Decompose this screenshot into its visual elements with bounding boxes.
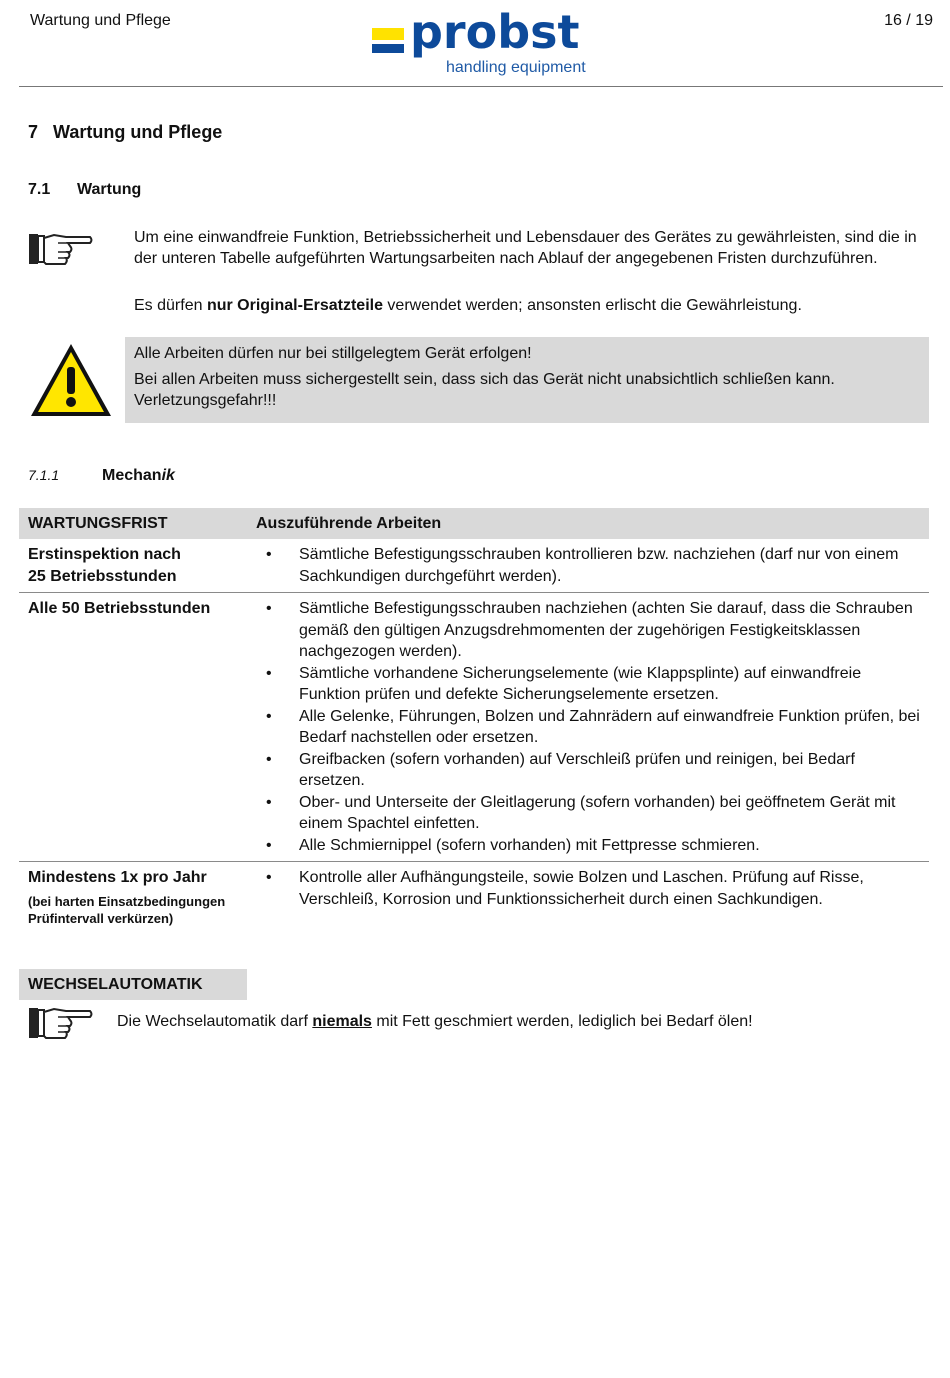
intro-paragraph: Um eine einwandfreie Funktion, Betriebssicherheit und Lebensdauer des Gerätes zu gewährleisten, sind die in der unteren Tabelle aufgeführten Wartungsarbeiten nach Ablauf der angegebenen Fristen durchzuführen. [134, 229, 917, 267]
tasks-cell [247, 539, 929, 593]
tasks-cell [247, 593, 929, 862]
pointing-hand-icon [28, 231, 94, 267]
subsubsection-title-start: Mechan [102, 467, 162, 484]
probst-logo [372, 5, 602, 82]
spare-parts-text-start: Es dürfen [134, 297, 207, 314]
logo-bars [372, 28, 404, 53]
logo-word: probst [410, 5, 580, 59]
maintenance-table [19, 508, 929, 932]
logo-tagline: handling equipment [446, 59, 586, 76]
subsection-number: 7.1 [28, 181, 51, 198]
table-row [19, 862, 929, 932]
warning-triangle-icon [28, 341, 114, 419]
subsubsection-number: 7.1.1 [28, 467, 60, 483]
task-item: • Sämtliche vorhandene Sicherungselemente (wie Klappsplinte) auf einwandfreie Funktion prüfen und defekte Sicherungselemente ersetzen. [256, 663, 920, 706]
page-number: 16 / 19 [884, 12, 933, 29]
section-number: 7 [28, 122, 39, 142]
auto-note-emphasis: niemals [312, 1013, 372, 1030]
task-item: • Kontrolle aller Aufhängungsteile, sowie Bolzen und Laschen. Prüfung auf Risse, Verschleiß, Korrosion und Funktionssicherheit durch einen Sachkundigen. [256, 867, 920, 910]
subsubsection-title-end: ik [161, 467, 175, 484]
interval-label: Alle 50 Betriebsstunden [28, 600, 211, 617]
interval-cell [19, 862, 247, 932]
spare-parts-emphasis: nur Original-Ersatzteile [206, 297, 383, 314]
auto-changer-heading: WECHSELAUTOMATIK [19, 969, 247, 1000]
warning-box [125, 337, 929, 423]
auto-note-start: Die Wechselautomatik darf [117, 1013, 313, 1030]
interval-cell [19, 539, 247, 593]
pointing-hand-icon [28, 1005, 94, 1041]
section-title: Wartung und Pflege [53, 122, 223, 142]
task-item: • Sämtliche Befestigungsschrauben nachziehen (achten Sie darauf, dass die Schrauben gemäß den gültigen Anzugsdrehmomenten der zugehörigen Festigkeitsklassen nachgezogen werden). [256, 598, 920, 663]
tasks-cell [247, 862, 929, 932]
subsection-title: Wartung [77, 181, 142, 198]
spare-parts-note [134, 295, 924, 316]
header-divider [19, 86, 943, 87]
logo-blue-bar [372, 44, 404, 53]
auto-changer-note [117, 1011, 753, 1032]
section-heading [28, 122, 222, 143]
interval-label-line-1: Erstinspektion nach [28, 546, 181, 563]
task-item: • Sämtliche Befestigungsschrauben kontrollieren bzw. nachziehen (darf nur von einem Sachkundigen durchgeführt werden). [256, 544, 920, 587]
spare-parts-text-end: verwendet werden; ansonsten erlischt die Gewährleistung. [382, 297, 802, 314]
logo-yellow-bar [372, 28, 404, 40]
warning-line-3: Verletzungsgefahr!!! [134, 392, 277, 409]
interval-cell [19, 593, 247, 862]
column-header-tasks: Auszuführende Arbeiten [247, 508, 929, 539]
interval-note: (bei harten Einsatzbedingungen Prüfintervall verkürzen) [28, 893, 226, 926]
table-row [19, 539, 929, 593]
running-header-title: Wartung und Pflege [30, 12, 171, 29]
task-item: • Ober- und Unterseite der Gleitlagerung (sofern vorhanden) bei geöffnetem Gerät mit einem Spachtel einfetten. [256, 792, 920, 835]
task-item: • Alle Schmiernippel (sofern vorhanden) mit Fettpresse schmieren. [256, 835, 920, 857]
warning-line-1: Alle Arbeiten dürfen nur bei stillgelegtem Gerät erfolgen! [134, 345, 532, 362]
subsubsection-heading [28, 467, 175, 485]
auto-note-end: mit Fett geschmiert werden, lediglich bei Bedarf ölen! [371, 1013, 753, 1030]
interval-label-line-2: 25 Betriebsstunden [28, 567, 177, 585]
task-item: • Alle Gelenke, Führungen, Bolzen und Zahnrädern auf einwandfreie Funktion prüfen, bei Bedarf nachstellen oder ersetzen. [256, 706, 920, 749]
task-item: • Greifbacken (sofern vorhanden) auf Verschleiß prüfen und reinigen, bei Bedarf ersetzen. [256, 749, 920, 792]
table-header-row [19, 508, 929, 539]
subsection-heading [28, 181, 141, 199]
table-row [19, 593, 929, 862]
column-header-interval: WARTUNGSFRIST [19, 508, 247, 539]
interval-label: Mindestens 1x pro Jahr [28, 869, 207, 886]
warning-line-2: Bei allen Arbeiten muss sichergestellt sein, dass sich das Gerät nicht unabsichtlich schließen kann. [134, 371, 835, 388]
